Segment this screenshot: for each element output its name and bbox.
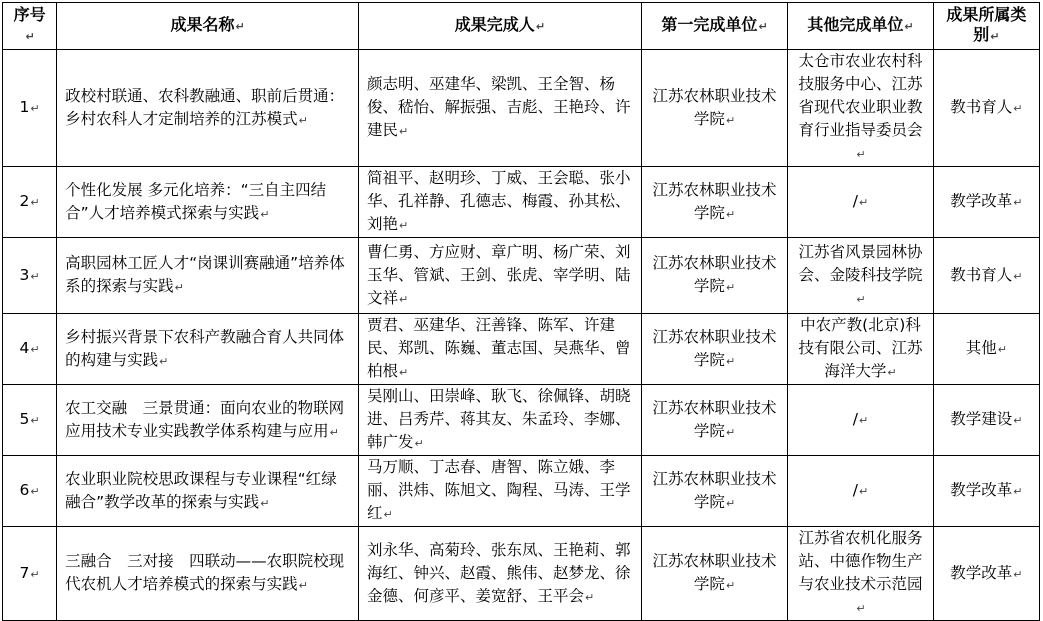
cell-no: 3↵	[3, 238, 57, 314]
header-name: 成果名称↵	[57, 3, 359, 50]
cell-people: 贾君、巫建华、汪善锋、陈军、许建民、郑凯、陈巍、董志国、吴燕华、曾柏根↵	[359, 314, 642, 385]
cell-people: 马万顺、丁志春、唐智、陈立娥、李丽、洪炜、陈旭文、陶程、马涛、王学红↵	[359, 456, 642, 527]
cell-other-units: /↵	[788, 385, 933, 456]
cell-first-unit: 江苏农林职业技术学院↵	[641, 527, 787, 621]
cell-name: 政校村联通、农科教融通、职前后贯通：乡村农科人才定制培养的江苏模式↵	[57, 50, 359, 167]
cell-people: 吴刚山、田崇峰、耿飞、徐佩锋、胡晓进、吕秀芹、蒋其友、朱孟玲、李娜、韩广发↵	[359, 385, 642, 456]
cell-people: 颜志明、巫建华、梁凯、王全智、杨俊、嵇怡、解振强、吉彪、王艳玲、许建民↵	[359, 50, 642, 167]
cell-no: 5↵	[3, 385, 57, 456]
header-category: 成果所属类别↵	[933, 3, 1039, 50]
cell-no: 7↵	[3, 527, 57, 621]
table-row	[3, 385, 1040, 456]
cell-no: 2↵	[3, 167, 57, 238]
cell-first-unit: 江苏农林职业技术学院↵	[641, 385, 787, 456]
cell-category: 教学改革↵	[933, 456, 1039, 527]
cell-other-units: 江苏省农机化服务站、中德作物生产与农业技术示范园↵	[788, 527, 933, 621]
table-row	[3, 314, 1040, 385]
cell-name: 乡村振兴背景下农科产教融合育人共同体的构建与实践↵	[57, 314, 359, 385]
results-table	[2, 2, 1040, 621]
table-row	[3, 238, 1040, 314]
cell-category: 教书育人↵	[933, 50, 1039, 167]
cell-no: 4↵	[3, 314, 57, 385]
header-people: 成果完成人↵	[359, 3, 642, 50]
cell-name: 农工交融 三景贯通：面向农业的物联网应用技术专业实践教学体系构建与应用↵	[57, 385, 359, 456]
cell-first-unit: 江苏农林职业技术学院↵	[641, 50, 787, 167]
cell-name: 三融合 三对接 四联动——农职院校现代农机人才培养模式的探索与实践↵	[57, 527, 359, 621]
cell-category: 其他↵	[933, 314, 1039, 385]
header-no: 序号↵	[3, 3, 57, 50]
cell-other-units: 太仓市农业农村科技服务中心、江苏省现代农业职业教育行业指导委员会↵	[788, 50, 933, 167]
table-row	[3, 527, 1040, 621]
cell-name: 个性化发展 多元化培养：“三自主四结合”人才培养模式探索与实践↵	[57, 167, 359, 238]
cell-other-units: /↵	[788, 456, 933, 527]
cell-other-units: 中农产教(北京)科技有限公司、江苏海洋大学↵	[788, 314, 933, 385]
table-row	[3, 50, 1040, 167]
cell-category: 教学改革↵	[933, 527, 1039, 621]
cell-name: 农业职业院校思政课程与专业课程“红绿融合”教学改革的探索与实践↵	[57, 456, 359, 527]
header-other-units: 其他完成单位↵	[788, 3, 933, 50]
cell-other-units: /↵	[788, 167, 933, 238]
cell-category: 教书育人↵	[933, 238, 1039, 314]
cell-people: 简祖平、赵明珍、丁威、王会聪、张小华、孔祥静、孔德志、梅霞、孙其松、刘艳↵	[359, 167, 642, 238]
table-row	[3, 456, 1040, 527]
header-first-unit: 第一完成单位↵	[641, 3, 787, 50]
cell-first-unit: 江苏农林职业技术学院↵	[641, 167, 787, 238]
cell-name: 高职园林工匠人才“岗课训赛融通”培养体系的探索与实践↵	[57, 238, 359, 314]
cell-no: 6↵	[3, 456, 57, 527]
table-row	[3, 167, 1040, 238]
header-row	[3, 3, 1040, 50]
cell-first-unit: 江苏农林职业技术学院↵	[641, 238, 787, 314]
cell-people: 曹仁勇、方应财、章广明、杨广荣、刘玉华、管斌、王剑、张虎、宰学明、陆文祥↵	[359, 238, 642, 314]
cell-first-unit: 江苏农林职业技术学院↵	[641, 314, 787, 385]
cell-no: 1↵	[3, 50, 57, 167]
cell-people: 刘永华、高菊玲、张东凤、王艳莉、郭海红、钟兴、赵霞、熊伟、赵梦龙、徐金德、何彦平、姜宽舒、王平会↵	[359, 527, 642, 621]
cell-category: 教学改革↵	[933, 167, 1039, 238]
cell-category: 教学建设↵	[933, 385, 1039, 456]
cell-other-units: 江苏省风景园林协会、金陵科技学院↵	[788, 238, 933, 314]
cell-first-unit: 江苏农林职业技术学院↵	[641, 456, 787, 527]
